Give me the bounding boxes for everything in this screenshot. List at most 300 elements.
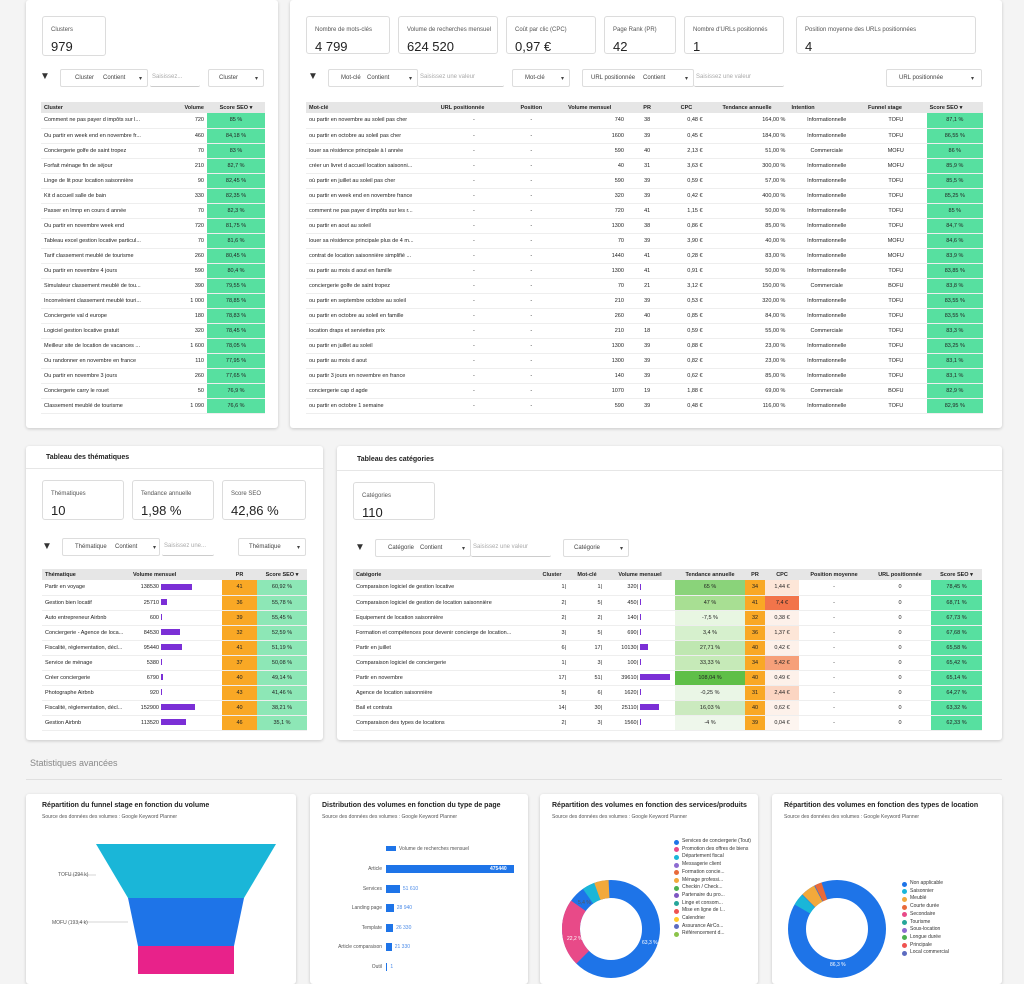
cluster-cell: Ou partir en novembre week end [41,218,169,233]
legend-item[interactable] [674,861,754,869]
cell-3: 40 [553,158,627,173]
col-0[interactable]: Mot-clé [306,102,438,113]
table-row[interactable] [41,338,265,353]
score-cell: 82,3 % [207,203,265,218]
legend-label: Ménage professi... [682,876,724,883]
cell-9: 83,3 % [927,323,983,338]
table-row[interactable] [306,128,983,143]
col-6[interactable]: CPC [765,569,799,580]
table-row[interactable] [353,685,982,700]
chevron-down-icon: ▾ [462,546,466,552]
cell-8: TOFU [865,308,927,323]
volume-cell: 260 [169,248,207,263]
volume-cell: 70 [169,143,207,158]
cell-0: ou partir en octobre au soleil en famille [306,308,438,323]
keyword-count-cell: 1| [569,580,605,595]
legend-label: Services de conciergerie (Tout) [682,838,751,844]
table-row[interactable] [353,670,982,685]
cluster-cell: 2| [535,715,569,730]
cluster-dropdown[interactable] [208,69,264,87]
legend-item[interactable] [674,923,754,931]
table-row[interactable] [306,278,983,293]
cell-7: Informationnelle [788,308,865,323]
legend-item[interactable] [902,919,998,927]
divider [26,468,323,469]
theme-filter[interactable] [62,538,160,556]
legend-item[interactable] [674,930,754,938]
cell-2: - [510,278,553,293]
table-row[interactable] [41,398,265,413]
kpi-label: Nombre de mots-clés [315,27,373,33]
cell-5: 0,53 € [667,293,705,308]
cluster-cell: 1| [535,655,569,670]
cell-8: MOFU [865,233,927,248]
cell-2: - [510,143,553,158]
col-cluster[interactable]: Cluster [41,102,169,113]
url-cell: 0 [869,655,931,670]
cell-8: TOFU [865,398,927,413]
volume-value: 450| [627,599,638,606]
table-row[interactable] [353,640,982,655]
volume-cell: 180 [169,308,207,323]
table-row[interactable] [306,173,983,188]
legend-label: Longue durée [910,933,941,940]
legend-item[interactable] [902,880,998,888]
cell-0: contrat de location saisonnière simplifié ... [306,248,438,263]
cluster-cell: Classement meublé de tourisme [41,398,169,413]
cell-8: TOFU [865,218,927,233]
cell-0: créer un livret d accueil location saisonni... [306,158,438,173]
table-row[interactable] [42,625,307,640]
cluster-search-input[interactable] [150,69,200,87]
score-cell: 80,4 % [207,263,265,278]
col-1[interactable]: Cluster [535,569,569,580]
table-row[interactable] [42,580,307,595]
table-row[interactable] [41,278,265,293]
cluster-search-placeholder: Saisissez... [152,74,183,80]
legend-item[interactable] [902,942,998,950]
table-row[interactable] [306,383,983,398]
legend-dot [674,855,679,860]
table-row[interactable] [41,173,265,188]
table-row[interactable] [306,143,983,158]
col-4[interactable]: PR [627,102,667,113]
types-chart-title: Répartition des volumes en fonction des types de location [784,802,979,809]
table-row[interactable] [306,338,983,353]
table-row[interactable] [306,353,983,368]
theme-filter-op: Contient [115,544,138,550]
legend-item[interactable] [674,907,754,915]
table-row[interactable] [42,715,307,730]
legend-dot [902,943,907,948]
cluster-cell: 2| [535,610,569,625]
table-row[interactable] [306,188,983,203]
filter-icon: ▼ [355,542,365,553]
legend-item[interactable] [674,884,754,892]
legend-item[interactable] [902,934,998,942]
table-row[interactable] [42,685,307,700]
table-row[interactable] [41,233,265,248]
cell-5: 0,48 € [667,113,705,128]
legend-item[interactable] [674,900,754,908]
legend-label: Meublé [910,895,927,902]
cell-9: 83,55 % [927,308,983,323]
score-cell: 77,95 % [207,353,265,368]
category-name-cell: Equipement de location saisonnière [353,610,535,625]
cell-2: - [510,263,553,278]
cell-4: 31 [627,158,667,173]
volume-cell: 330 [169,188,207,203]
trend-cell: -7,5 % [675,610,745,625]
volume-value: 138530 [140,584,159,591]
table-row[interactable] [306,368,983,383]
legend-item[interactable] [674,869,754,877]
legend-item[interactable] [674,838,754,846]
col-volume[interactable]: Volume [169,102,207,113]
category-filter-field: Catégorie [388,545,415,551]
chevron-down-icon: ▾ [139,76,143,82]
bar-label: Article comparaison [338,944,382,950]
score-cell: 51,19 % [257,640,307,655]
cell-5: 0,42 € [667,188,705,203]
col-8[interactable]: Funnel stage [865,102,927,113]
table-row[interactable] [41,218,265,233]
cpc-cell: 2,44 € [765,685,799,700]
cell-3: 320 [553,188,627,203]
table-row[interactable] [306,263,983,278]
keyword-dropdown-label: Mot-clé [525,75,545,81]
chevron-down-icon: ▾ [685,76,689,82]
keyword-count-cell: 5| [569,595,605,610]
cluster-cell: Tableau excel gestion locative particul... [41,233,169,248]
cluster-cell: 2| [535,595,569,610]
cell-6: 150,00 % [706,278,789,293]
table-row[interactable] [306,323,983,338]
table-row[interactable] [41,383,265,398]
pr-cell: 32 [745,610,765,625]
volume-cell [605,580,675,595]
keyword-search-placeholder: Saisissez une valeur [420,74,476,80]
volume-cell: 260 [169,368,207,383]
category-name-cell: Formation et compétences pour devenir concierge de location... [353,625,535,640]
services-chart-source: Source des données des volumes : Google Keyword Planner [552,814,688,820]
cell-0: ou partir en week end en novembre france [306,188,438,203]
legend-item[interactable] [674,853,754,861]
trend-cell: 3,4 % [675,625,745,640]
cluster-cell: Passer en lmnp en cours d année [41,203,169,218]
position-cell: - [799,715,869,730]
cell-9: 83,55 % [927,293,983,308]
table-row[interactable] [353,625,982,640]
col-5[interactable]: CPC [667,102,705,113]
pr-cell: 41 [745,595,765,610]
bar-mark [386,885,400,893]
cell-5: 3,63 € [667,158,705,173]
table-row[interactable] [41,113,265,128]
filter-icon: ▼ [40,71,50,82]
col-3[interactable]: Volume mensuel [605,569,675,580]
cluster-cell: Meilleur site de location de vacances ... [41,338,169,353]
cell-4: 41 [627,248,667,263]
table-row[interactable] [306,293,983,308]
cell-0: louer sa résidence principale à l année [306,143,438,158]
categories-kpi-value: 110 [362,505,383,520]
table-row[interactable] [306,158,983,173]
legend-item[interactable] [674,915,754,923]
cell-0: louer sa résidence principale plus de 4 m... [306,233,438,248]
cell-4: 39 [627,188,667,203]
cell-7: Informationnelle [788,113,865,128]
pr-cell: 40 [222,700,257,715]
cell-2: - [510,113,553,128]
table-row[interactable] [353,580,982,595]
cpc-cell: 0,04 € [765,715,799,730]
cell-8: TOFU [865,338,927,353]
cell-9: 82,95 % [927,398,983,413]
cluster-filter-field: Cluster [75,75,95,81]
cell-0: ou partir en octobre au soleil pas cher [306,128,438,143]
theme-name-cell: Partir en voyage [42,580,130,595]
cluster-filter[interactable] [60,69,148,87]
bar-value: 1 [390,963,394,970]
col-7[interactable]: Intention [788,102,865,113]
table-row[interactable] [306,308,983,323]
col-0[interactable]: Catégorie [353,569,535,580]
legend-item[interactable] [902,926,998,934]
cluster-cell: Logiciel gestion locative gratuit [41,323,169,338]
category-dropdown-label: Catégorie [574,545,601,551]
category-filter[interactable] [375,539,471,557]
score-cell: 78,05 % [207,338,265,353]
bar-legend-label: Volume de recherches mensuel [399,846,470,852]
keywords-card [290,0,1002,428]
chevron-down-icon: ▾ [620,546,624,552]
cell-7: Informationnelle [788,263,865,278]
col-4[interactable]: Tendance annuelle [675,569,745,580]
col-2[interactable]: Position [510,102,553,113]
url-cell: 0 [869,670,931,685]
cpc-cell: 7,4 € [765,595,799,610]
cell-1: - [438,143,510,158]
legend-label: Promotion des offres de biens [682,845,749,852]
table-row[interactable] [42,655,307,670]
table-row[interactable] [306,113,983,128]
score-cell: 77,65 % [207,368,265,383]
legend-item[interactable] [902,949,998,957]
url-cell: 0 [869,595,931,610]
table-row[interactable] [353,610,982,625]
col-8[interactable]: URL positionnée [869,569,931,580]
cell-4: 39 [627,233,667,248]
cell-5: 0,48 € [667,398,705,413]
table-row[interactable] [41,263,265,278]
cell-1: - [438,278,510,293]
table-row[interactable] [41,203,265,218]
legend-item[interactable] [674,877,754,885]
theme-name-cell: Auto entrepreneur Airbnb [42,610,130,625]
kpi-label: Page Rank (PR) [613,27,657,33]
legend-item[interactable] [902,911,998,919]
table-row[interactable] [41,188,265,203]
theme-name-cell: Gestion Airbnb [42,715,130,730]
table-row[interactable] [41,128,265,143]
volume-cell [605,700,675,715]
col-pr[interactable]: PR [222,569,257,580]
kpi-label: Score SEO [231,491,262,497]
position-cell: - [799,640,869,655]
table-row[interactable] [41,158,265,173]
table-row[interactable] [306,398,983,413]
cell-3: 1300 [553,353,627,368]
volume-cell [130,670,222,685]
cell-1: - [438,188,510,203]
kpi-card [506,16,596,54]
cell-5: 0,62 € [667,368,705,383]
cluster-cell: 17| [535,670,569,685]
keyword-search-input[interactable] [418,69,504,87]
trend-cell: 33,33 % [675,655,745,670]
theme-name-cell: Photographe Airbnb [42,685,130,700]
bar-mark [386,924,393,932]
bar-value: 28 940 [396,905,413,911]
cell-9: 85 % [927,203,983,218]
volume-value: 6790 [146,674,159,681]
legend-label: Partenaire du pro... [682,891,725,898]
col-score-seo[interactable]: Score SEO ▾ [207,102,265,113]
pr-cell: 39 [222,610,257,625]
score-cell: 84,18 % [207,128,265,143]
theme-dropdown[interactable] [238,538,306,556]
table-row[interactable] [41,353,265,368]
theme-filter-field: Thématique [75,544,107,550]
score-cell: 82,45 % [207,173,265,188]
cell-1: - [438,218,510,233]
cell-8: TOFU [865,113,927,128]
cell-4: 39 [627,398,667,413]
position-cell: - [799,655,869,670]
table-row[interactable] [42,700,307,715]
table-row[interactable] [353,700,982,715]
cell-6: 85,00 % [706,218,789,233]
url-filter[interactable] [582,69,694,87]
col-5[interactable]: PR [745,569,765,580]
theme-dropdown-label: Thématique [249,544,281,550]
cell-7: Commerciale [788,278,865,293]
volume-bar [640,584,641,590]
pr-cell: 40 [745,670,765,685]
category-name-cell: Partir en juillet [353,640,535,655]
cell-3: 740 [553,113,627,128]
table-row[interactable] [42,610,307,625]
category-dropdown[interactable] [563,539,629,557]
legend-item[interactable] [674,892,754,900]
cell-1: - [438,248,510,263]
url-cell: 0 [869,625,931,640]
table-row[interactable] [353,655,982,670]
legend-item[interactable] [902,895,998,903]
score-cell: 41,46 % [257,685,307,700]
chevron-down-icon: ▾ [409,76,413,82]
url-cell: 0 [869,610,931,625]
table-row[interactable] [306,218,983,233]
theme-search-input[interactable] [162,538,214,556]
table-row[interactable] [42,640,307,655]
clusters-kpi-value: 979 [51,39,73,54]
volume-bar [161,599,167,605]
legend-item[interactable] [902,888,998,896]
cluster-cell: Comment ne pas payer d impôts sur l... [41,113,169,128]
col-volume[interactable]: Volume mensuel [130,569,222,580]
cell-6: 50,00 % [706,263,789,278]
table-row[interactable] [41,323,265,338]
col-9[interactable]: Score SEO ▾ [931,569,982,580]
table-row[interactable] [353,715,982,730]
col-1[interactable]: URL positionnée [438,102,510,113]
theme-name-cell: Créer conciergerie [42,670,130,685]
cell-2: - [510,128,553,143]
legend-label: Sous-location [910,926,941,933]
legend-item[interactable] [902,903,998,911]
col-theme[interactable]: Thématique [42,569,130,580]
legend-dot [674,847,679,852]
url-dropdown[interactable] [886,69,982,87]
cell-8: TOFU [865,173,927,188]
cell-7: Informationnelle [788,188,865,203]
pr-cell: 37 [222,655,257,670]
table-row[interactable] [41,248,265,263]
table-row[interactable] [41,368,265,383]
table-row[interactable] [41,308,265,323]
cell-9: 83,25 % [927,338,983,353]
category-search-input[interactable] [471,539,551,557]
cell-3: 590 [553,143,627,158]
category-filter-op: Contient [420,545,443,551]
volume-value: 1620| [624,689,638,696]
clusters-kpi [42,16,106,56]
keyword-filter[interactable] [328,69,418,87]
col-7[interactable]: Position moyenne [799,569,869,580]
table-row[interactable] [306,248,983,263]
table-row[interactable] [42,595,307,610]
url-search-input[interactable] [694,69,784,87]
cell-3: 210 [553,323,627,338]
kpi-card [604,16,676,54]
legend-dot [674,840,679,845]
table-row[interactable] [306,233,983,248]
legend-item[interactable] [674,846,754,854]
keyword-dropdown[interactable] [512,69,570,87]
table-row[interactable] [41,293,265,308]
table-row[interactable] [353,595,982,610]
volume-bar [640,704,659,710]
kpi-label: Coût par clic (CPC) [515,27,567,33]
col-6[interactable]: Tendance annuelle [706,102,789,113]
table-row[interactable] [42,670,307,685]
table-row[interactable] [41,143,265,158]
col-2[interactable]: Mot-clé [569,569,605,580]
col-9[interactable]: Score SEO ▾ [927,102,983,113]
cell-8: MOFU [865,143,927,158]
col-3[interactable]: Volume mensuel [553,102,627,113]
cell-6: 83,00 % [706,248,789,263]
legend-label: Checkin / Check... [682,884,723,891]
cell-5: 0,88 € [667,338,705,353]
volume-cell [130,580,222,595]
table-row[interactable] [306,203,983,218]
legend-label: Mise en ligne de l... [682,907,726,914]
cell-4: 39 [627,368,667,383]
col-score-seo[interactable]: Score SEO ▾ [257,569,307,580]
